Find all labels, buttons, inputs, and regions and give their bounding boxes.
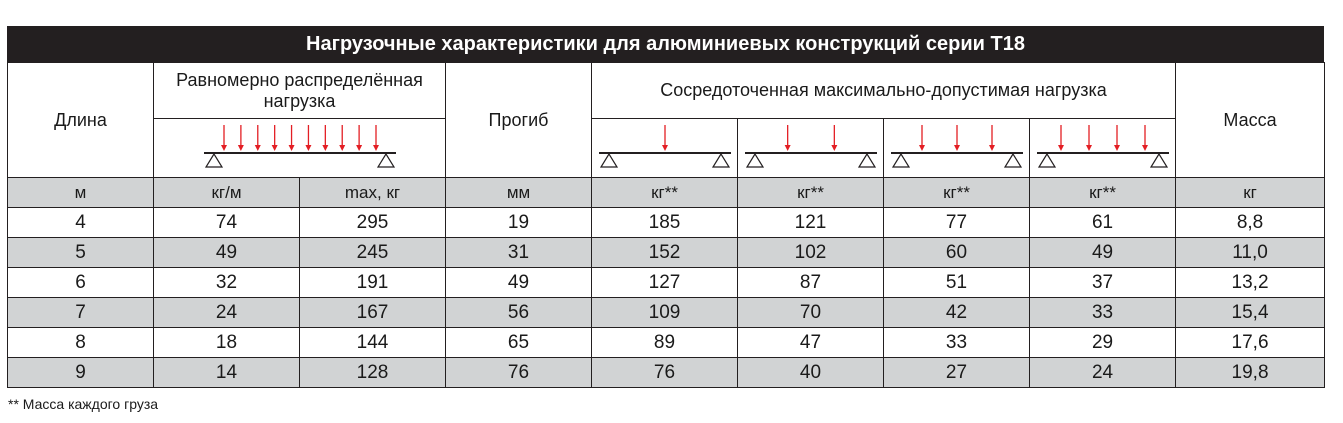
support-triangle-icon [713,154,729,167]
table-row [8,298,1325,328]
table-cell: 65 [446,328,592,358]
table-cell: 70 [738,298,884,328]
load-arrowhead-icon [305,145,311,151]
table-cell: 121 [738,208,884,238]
header-uniform-load-text: Равномерно распределённая нагрузка [176,69,423,111]
support-triangle-icon [747,154,763,167]
table-cell: 11,0 [1176,238,1325,268]
table-cell: 7 [8,298,154,328]
table-cell: 74 [154,208,300,238]
uniform-load-diagram-svg [200,123,400,173]
load-arrowhead-icon [919,145,925,151]
support-triangle-icon [601,154,617,167]
table-cell: 32 [154,268,300,298]
load-arrowhead-icon [954,145,960,151]
header-length: Длина [8,63,154,178]
support-triangle-icon [378,154,394,167]
table-cell: 109 [592,298,738,328]
table-row [8,358,1325,388]
support-triangle-icon [1005,154,1021,167]
table-cell: 191 [300,268,446,298]
unit-cell: кг** [884,178,1030,208]
unit-cell: кг** [738,178,884,208]
table-cell: 76 [446,358,592,388]
header-mass: Масса [1176,63,1325,178]
table-cell: 144 [300,328,446,358]
load-arrowhead-icon [237,145,243,151]
point-load-diagram-1-svg [595,123,735,173]
load-arrowhead-icon [339,145,345,151]
point-load-diagram-4-svg [1033,123,1173,173]
table-cell: 295 [300,208,446,238]
table-cell: 14 [154,358,300,388]
table-cell: 37 [1030,268,1176,298]
table-cell: 42 [884,298,1030,328]
load-arrowhead-icon [373,145,379,151]
unit-cell: кг** [592,178,738,208]
unit-cell: max, кг [300,178,446,208]
unit-cell: м [8,178,154,208]
table-cell: 18 [154,328,300,358]
unit-cell: кг/м [154,178,300,208]
table-cell: 27 [884,358,1030,388]
table-cell: 87 [738,268,884,298]
table-cell: 76 [592,358,738,388]
support-triangle-icon [1039,154,1055,167]
table-cell: 33 [884,328,1030,358]
table-cell: 102 [738,238,884,268]
table-cell: 5 [8,238,154,268]
footnote: ** Масса каждого груза [8,396,159,412]
unit-cell: мм [446,178,592,208]
table-cell: 89 [592,328,738,358]
table-cell: 24 [154,298,300,328]
table-cell: 152 [592,238,738,268]
load-arrowhead-icon [662,145,668,151]
unit-cell: кг [1176,178,1325,208]
table-cell: 9 [8,358,154,388]
point-load-diagram-4 [1030,119,1176,178]
table-cell: 8 [8,328,154,358]
table-cell: 47 [738,328,884,358]
point-load-diagram-1 [592,119,738,178]
point-load-diagram-3 [884,119,1030,178]
load-arrowhead-icon [221,145,227,151]
table-cell: 77 [884,208,1030,238]
table-cell: 17,6 [1176,328,1325,358]
table-cell: 19 [446,208,592,238]
table-cell: 31 [446,238,592,268]
table-cell: 24 [1030,358,1176,388]
table-cell: 40 [738,358,884,388]
table-cell: 15,4 [1176,298,1325,328]
load-arrowhead-icon [271,145,277,151]
point-load-diagram-3-svg [887,123,1027,173]
load-arrowhead-icon [1114,145,1120,151]
load-arrowhead-icon [356,145,362,151]
table-cell: 13,2 [1176,268,1325,298]
table-cell: 185 [592,208,738,238]
header-concentrated-load: Сосредоточенная максимально-допустимая нагрузка [592,63,1176,119]
support-triangle-icon [206,154,222,167]
table-cell: 60 [884,238,1030,268]
table-cell: 33 [1030,298,1176,328]
load-arrowhead-icon [831,145,837,151]
table-cell: 56 [446,298,592,328]
load-arrowhead-icon [1058,145,1064,151]
table-row [8,268,1325,298]
load-table-container [7,26,1324,388]
table-cell: 8,8 [1176,208,1325,238]
table-row [8,328,1325,358]
units-row [8,178,1325,208]
header-deflection: Прогиб [446,63,592,178]
point-load-diagram-2 [738,119,884,178]
table-cell: 49 [154,238,300,268]
load-arrowhead-icon [1142,145,1148,151]
table-cell: 127 [592,268,738,298]
table-cell: 19,8 [1176,358,1325,388]
load-arrowhead-icon [288,145,294,151]
table-cell: 6 [8,268,154,298]
table-cell: 49 [446,268,592,298]
header-uniform-load [154,63,446,119]
uniform-load-diagram [154,119,446,178]
load-arrowhead-icon [254,145,260,151]
load-arrowhead-icon [1086,145,1092,151]
point-load-diagram-2-svg [741,123,881,173]
table-cell: 49 [1030,238,1176,268]
load-arrowhead-icon [322,145,328,151]
table-title: Нагрузочные характеристики для алюминиевых конструкций серии Т18 [7,26,1324,62]
load-table [7,62,1325,388]
support-triangle-icon [859,154,875,167]
table-cell: 128 [300,358,446,388]
support-triangle-icon [1151,154,1167,167]
load-arrowhead-icon [989,145,995,151]
table-cell: 29 [1030,328,1176,358]
table-row [8,238,1325,268]
table-cell: 51 [884,268,1030,298]
table-cell: 167 [300,298,446,328]
support-triangle-icon [893,154,909,167]
load-arrowhead-icon [784,145,790,151]
table-cell: 245 [300,238,446,268]
table-row [8,208,1325,238]
table-cell: 61 [1030,208,1176,238]
table-cell: 4 [8,208,154,238]
unit-cell: кг** [1030,178,1176,208]
